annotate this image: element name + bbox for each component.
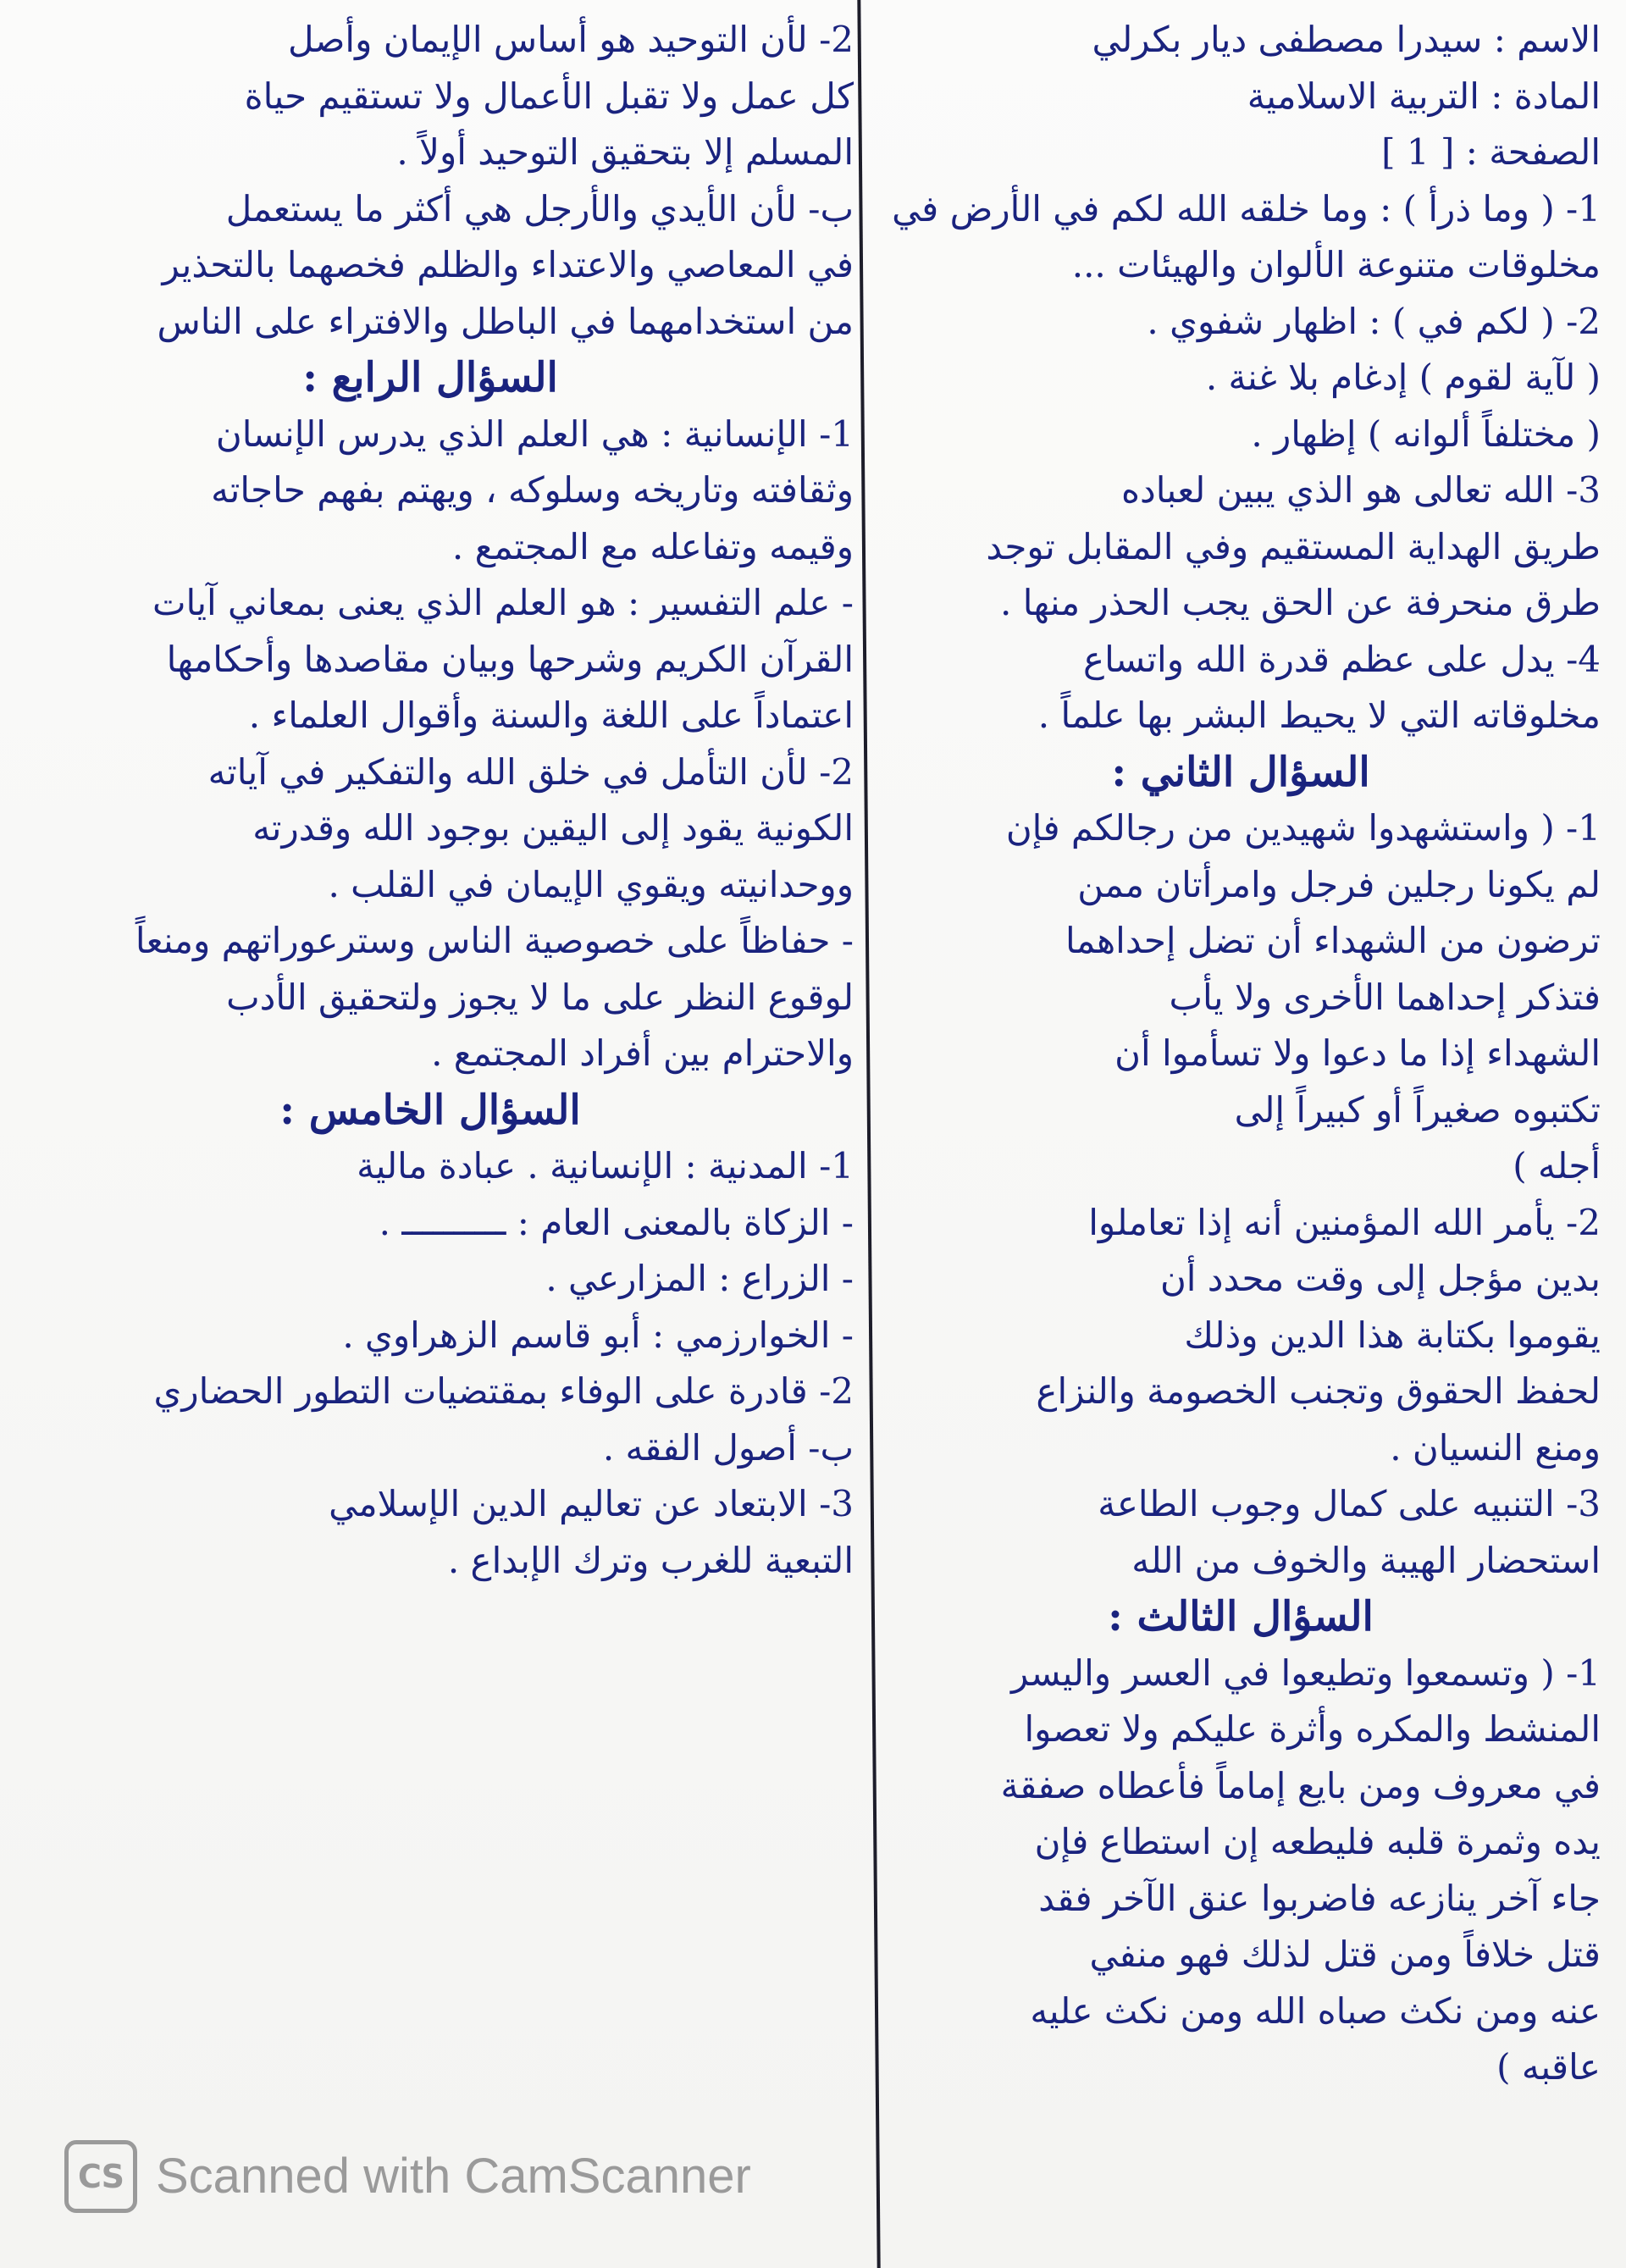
- text-line: اعتماداً على اللغة والسنة وأقوال العلماء .: [248, 694, 854, 736]
- text-line: 3- الابتعاد عن تعاليم الدين الإسلامي: [329, 1483, 854, 1524]
- right-column: [881, 12, 1601, 2096]
- text-line: 3- الله تعالى هو الذي يبين لعباده: [1121, 469, 1601, 511]
- text-line: فتذكر إحداهما الأخرى ولا يأب: [1169, 976, 1601, 1018]
- left-column: [7, 12, 854, 1589]
- text-line: لم يكونا رجلين فرجل وامرأتان ممن: [1077, 863, 1601, 905]
- text-line: مخلوقاته التي لا يحيط البشر بها علماً .: [1037, 694, 1601, 736]
- text-line: يقوموا بكتابة هذا الدين وذلك: [1184, 1314, 1601, 1356]
- text-line: تكتبوه صغيراً أو كبيراً إلى: [1234, 1088, 1601, 1131]
- name-line: الاسم : سيدرا مصطفى ديار بكرلي: [1092, 19, 1601, 60]
- text-line: كل عمل ولا تقبل الأعمال ولا تستقيم حياة: [244, 75, 854, 117]
- text-line: لوقوع النظر على ما لا يجوز ولتحقيق الأدب: [226, 976, 854, 1018]
- text-line: ( مختلفاً ألوانه ) إظهار .: [1251, 412, 1601, 455]
- text-line: عاقبه ): [1496, 2046, 1601, 2088]
- subject-line: المادة : التربية الاسلامية: [1247, 75, 1601, 117]
- text-line: وثقافته وتاريخه وسلوكه ، ويهتم بفهم حاجاته: [211, 469, 854, 511]
- text-line: 1- المدنية : الإنسانية . عبادة مالية: [357, 1145, 854, 1187]
- text-line: قتل خلافاً ومن قتل لذلك فهو منفي: [1089, 1933, 1601, 1975]
- text-line: 2- قادرة على الوفاء بمقتضيات التطور الحضاري: [153, 1370, 854, 1412]
- camscanner-logo-icon: CS: [64, 2140, 137, 2213]
- text-line: استحضار الهيبة والخوف من الله: [1131, 1539, 1601, 1581]
- text-line: ومنع النسيان .: [1390, 1426, 1601, 1469]
- text-line: طريق الهداية المستقيم وفي المقابل توجد: [986, 525, 1601, 567]
- text-line: الشهداء إذا ما دعوا ولا تسأموا أن: [1114, 1032, 1601, 1074]
- text-line: ووحدانيته ويقوي الإيمان في القلب .: [328, 863, 854, 905]
- text-line: المسلم إلا بتحقيق التوحيد أولاً .: [396, 131, 854, 173]
- text-line: ( لآية لقوم ) إدغام بلا غنة .: [1205, 357, 1601, 398]
- text-line: - حفاظاً على خصوصية الناس وسترعوراتهم ومنعاً: [135, 920, 854, 961]
- text-line: 3- التنبيه على كمال وجوب الطاعة: [1098, 1483, 1601, 1524]
- text-line: - الخوارزمي : أبو قاسم الزهراوي .: [342, 1314, 854, 1356]
- text-line: جاء آخر ينازعه فاضربوا عنق الآخر فقد: [1038, 1877, 1601, 1919]
- text-line: 4- يدل على عظم قدرة الله واتساع: [1083, 638, 1601, 680]
- text-line: من استخدامهما في الباطل والافتراء على الناس: [157, 300, 854, 342]
- question-heading: السؤال الرابع :: [302, 354, 558, 401]
- text-line: التبعية للغرب وترك الإبداع .: [447, 1539, 854, 1581]
- camscanner-watermark: [64, 2138, 751, 2215]
- text-line: وقيمه وتفاعله مع المجتمع .: [451, 525, 854, 567]
- text-line: المنشط والمكره وأثرة عليكم ولا تعصوا: [1024, 1708, 1601, 1750]
- text-line: والاحترام بين أفراد المجتمع .: [431, 1032, 854, 1074]
- text-line: ب- أصول الفقه .: [602, 1426, 854, 1469]
- watermark-text: Scanned with CamScanner: [156, 2149, 751, 2204]
- text-line: عنه ومن نكث صباه الله ومن نكث عليه: [1030, 1989, 1601, 2032]
- page-number-line: الصفحة : [ 1 ]: [1381, 131, 1601, 173]
- text-line: 1- الإنسانية : هي العلم الذي يدرس الإنسان: [215, 412, 854, 455]
- text-line: 2- يأمر الله المؤمنين أنه إذا تعاملوا: [1088, 1201, 1601, 1243]
- text-line: - الزراع : المزارعي .: [545, 1258, 854, 1299]
- text-line: أجله ): [1513, 1145, 1601, 1187]
- text-line: بدين مؤجل إلى وقت محدد أن: [1159, 1258, 1601, 1299]
- text-line: 2- لأن التوحيد هو أساس الإيمان وأصل: [287, 19, 854, 60]
- text-line: 1- ( وتسمعوا وتطيعوا في العسر واليسر: [1010, 1651, 1601, 1694]
- text-line: يده وثمرة قلبه فليطعه إن استطاع فإن: [1034, 1821, 1601, 1862]
- text-line: 1- ( وما ذرأ ) : وما خلقه الله لكم في الأرض في: [892, 187, 1601, 230]
- text-line: ترضون من الشهداء أن تضل إحداهما: [1065, 920, 1601, 961]
- text-line: 1- ( واستشهدوا شهيدين من رجالكم فإن: [1005, 807, 1601, 849]
- text-line: 2- لأن التأمل في خلق الله والتفكير في آياته: [207, 750, 854, 793]
- question-heading: السؤال الثاني :: [1111, 748, 1370, 796]
- text-line: لحفظ الحقوق وتجنب الخصومة والنزاع: [1036, 1370, 1601, 1412]
- text-line: مخلوقات متنوعة الألوان والهيئات ...: [1071, 244, 1601, 285]
- question-heading: السؤال الخامس :: [279, 1086, 581, 1134]
- question-heading: السؤال الثالث :: [1108, 1593, 1374, 1640]
- text-line: طرق منحرفة عن الحق يجب الحذر منها .: [1000, 582, 1601, 623]
- text-line: في معروف ومن بايع إماماً فأعطاه صفقة: [1000, 1764, 1601, 1806]
- text-line: 2- ( لكم في ) : اظهار شفوي .: [1147, 300, 1601, 342]
- text-line: - الزكاة بالمعنى العام : ــــــــــ .: [379, 1201, 854, 1243]
- text-line: الكونية يقود إلى اليقين بوجود الله وقدرته: [252, 807, 854, 849]
- column-divider: [857, 0, 880, 2268]
- text-line: - علم التفسير : هو العلم الذي يعنى بمعاني آيات: [152, 582, 854, 623]
- text-line: في المعاصي والاعتداء والظلم فخصهما بالتحذير: [162, 244, 854, 285]
- text-line: القرآن الكريم وشرحها وبيان مقاصدها وأحكامها: [166, 638, 854, 680]
- text-line: ب- لأن الأيدي والأرجل هي أكثر ما يستعمل: [225, 187, 854, 230]
